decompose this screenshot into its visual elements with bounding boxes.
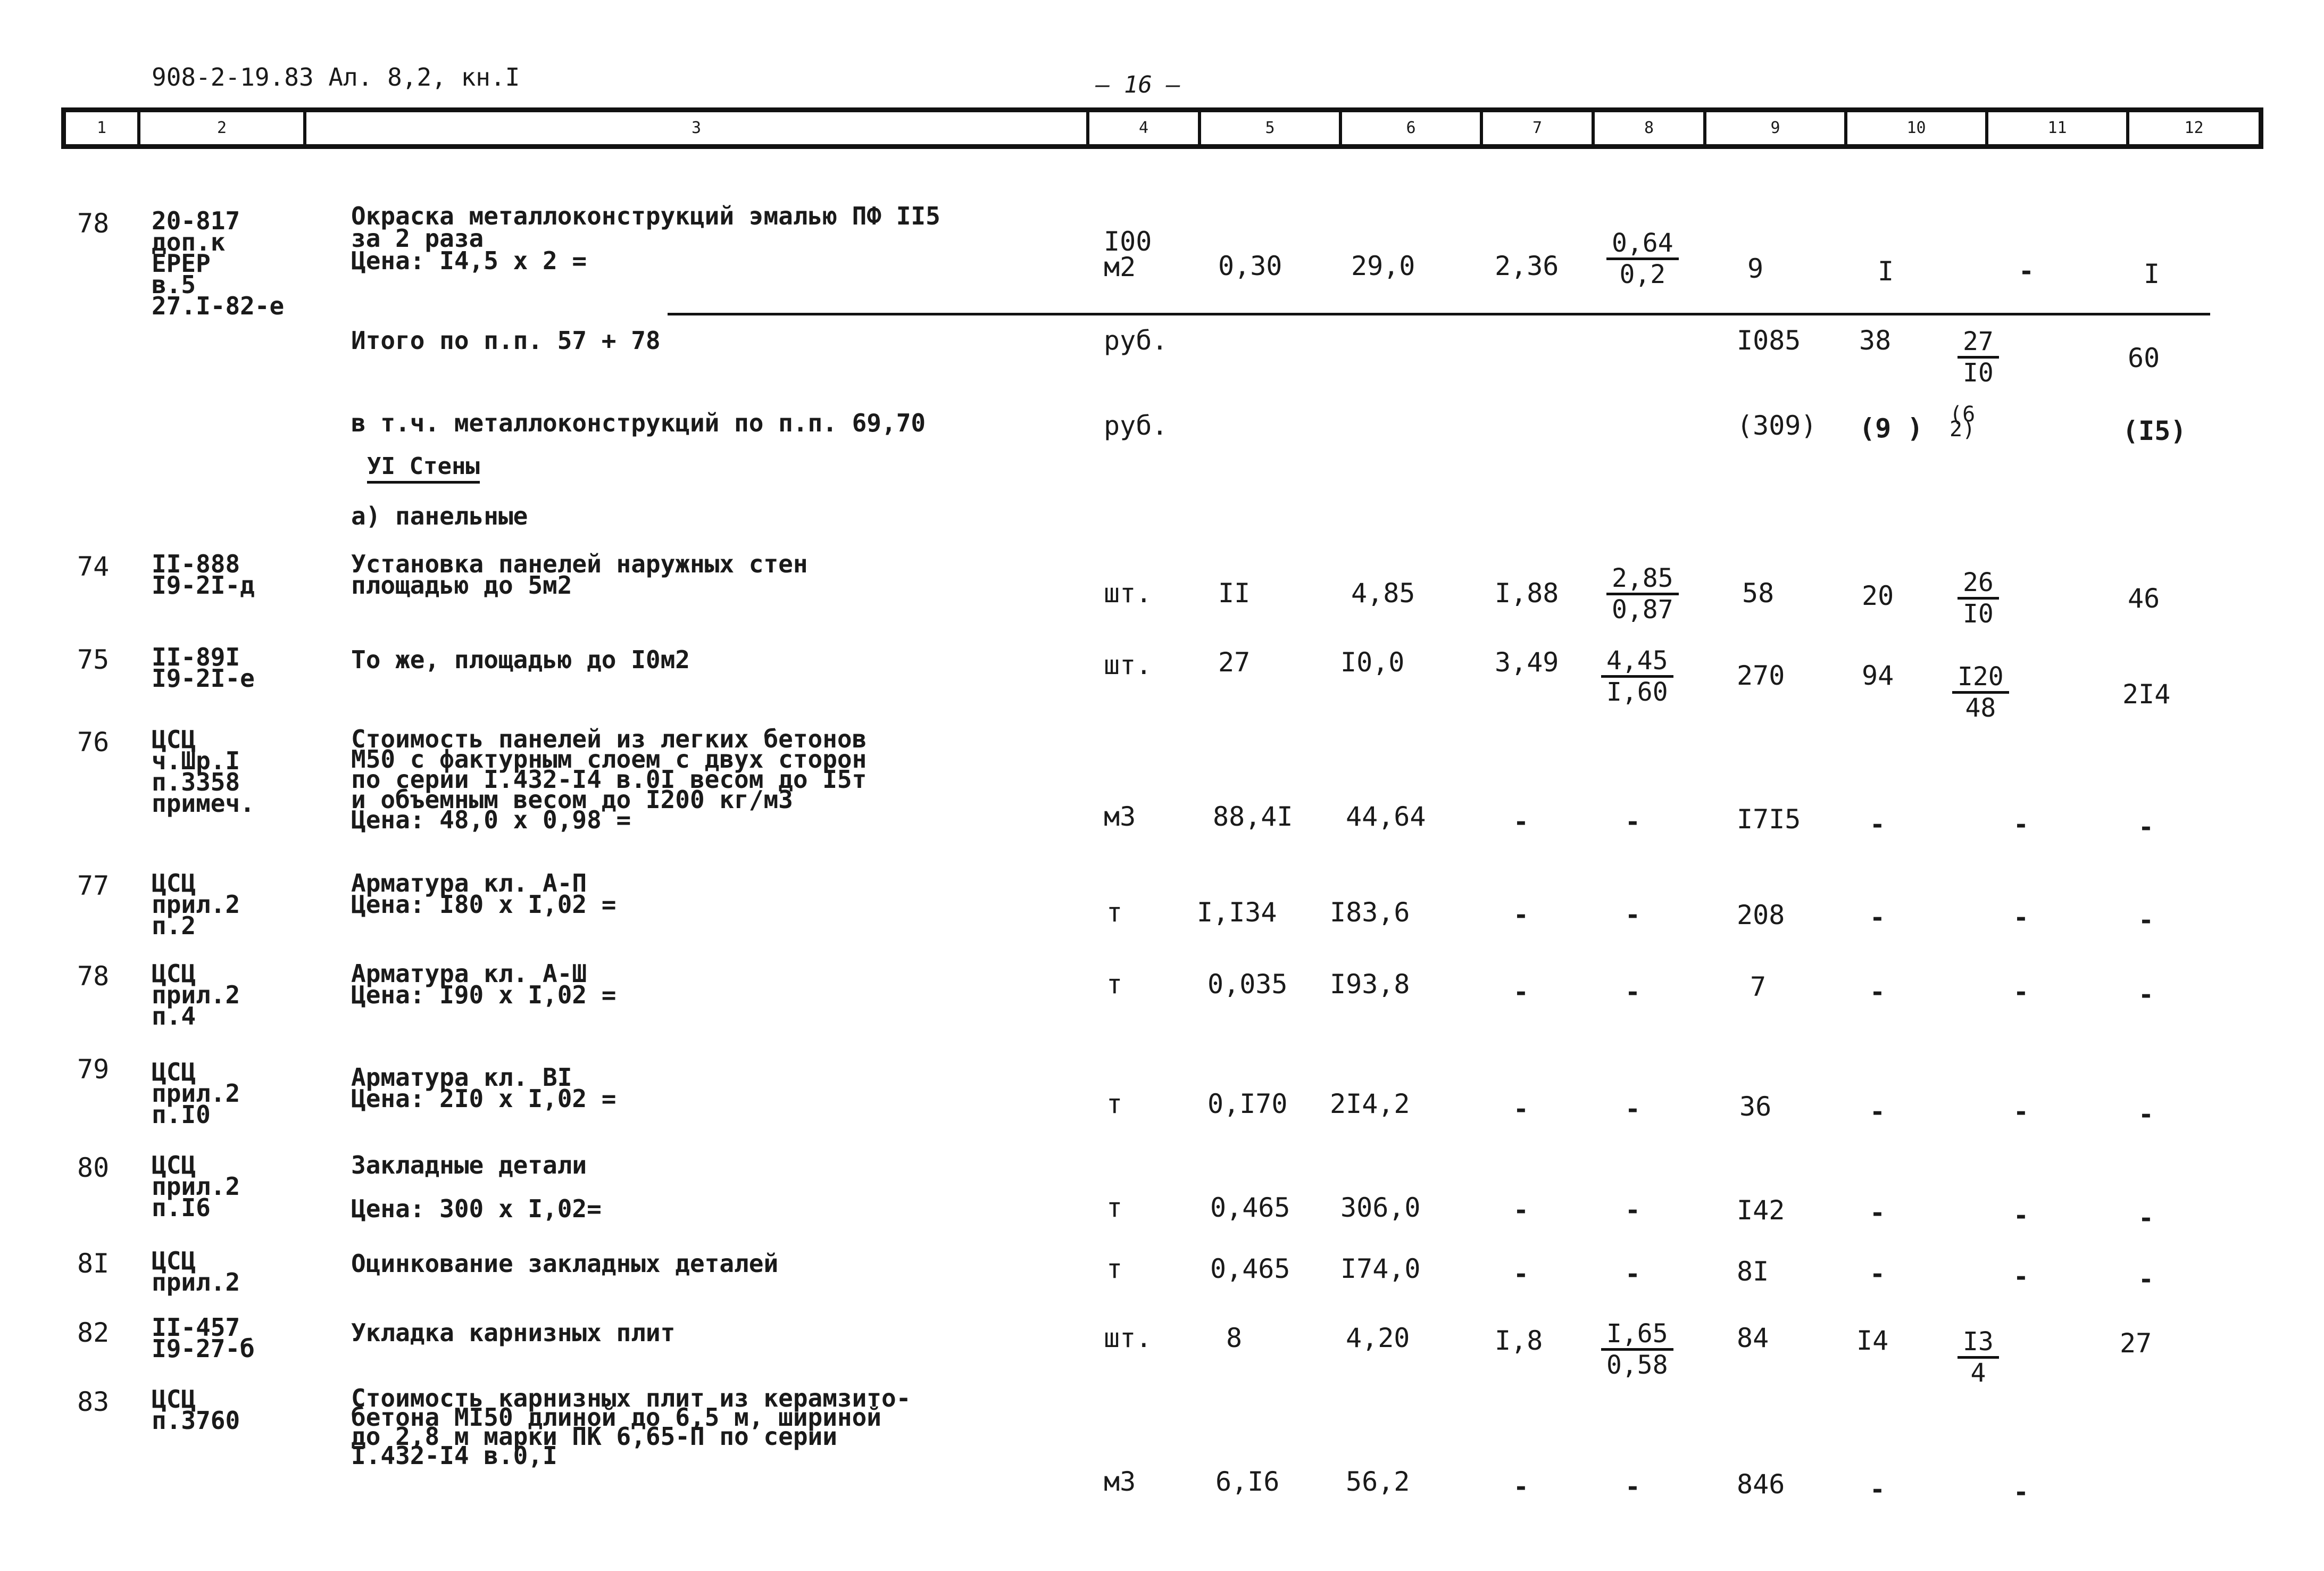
row-number: 83 [77, 1386, 110, 1417]
col-header-12: 12 [2184, 119, 2204, 137]
col-10-value: 20 [1862, 580, 1894, 611]
unit-price: I74,0 [1340, 1253, 1421, 1284]
totals-separator [668, 313, 2210, 315]
fraction-numerator: I3 [1958, 1327, 1999, 1359]
row-number: 76 [77, 727, 110, 758]
col-8-value: - [1625, 900, 1640, 930]
work-description: Закладные детали Цена: 300 х I,02= [351, 1151, 602, 1223]
quantity: 0,I70 [1207, 1088, 1288, 1119]
col-header-1: 1 [66, 112, 140, 144]
unit: т [1106, 1192, 1123, 1223]
norm-code: 20-817 доп.к ЕРЕР в.5 27.I-82-е [152, 206, 285, 320]
unit: шт. [1104, 578, 1152, 609]
col-10-value: - [1870, 1198, 1885, 1228]
col-9-value: I42 [1737, 1195, 1785, 1226]
fraction-numerator: I20 [1952, 662, 2009, 694]
norm-code: ЦСЦ прил.2 п.I0 [152, 1058, 240, 1129]
col-header-9: 9 [1706, 112, 1847, 144]
col-11-value: (6 2) [1950, 402, 1976, 442]
unit-price: 29,0 [1351, 251, 1415, 281]
col-10-value: - [1870, 810, 1885, 839]
fraction-numerator: 26 [1958, 568, 1999, 600]
quantity: 0,465 [1210, 1192, 1290, 1223]
col-9-value: 7 [1750, 971, 1767, 1002]
col-header-7: 7 [1483, 112, 1595, 144]
row-number: 74 [77, 551, 110, 582]
fraction-denominator: I0 [1963, 358, 1994, 388]
work-description: Оцинкование закладных деталей [351, 1249, 779, 1278]
col-8-fraction [1606, 564, 1679, 624]
fraction-denominator: 4 [1970, 1358, 1986, 1388]
col-10-value: - [1870, 903, 1885, 933]
norm-code: ЦСЦ прил.2 п.2 [152, 869, 240, 940]
col-12-value: - [2138, 1203, 2154, 1233]
quantity: 0,035 [1207, 969, 1288, 1000]
col-11-value: - [2013, 1201, 2029, 1231]
col-11-fraction [1958, 327, 1999, 387]
col-11-value: - [2013, 810, 2029, 839]
quantity: 27 [1218, 647, 1251, 678]
norm-code: ЦСЦ прил.2 п.I6 [152, 1151, 240, 1222]
col-11-value: - [2013, 1097, 2029, 1127]
fraction-denominator: I,60 [1606, 677, 1668, 707]
unit-price: 4,85 [1351, 578, 1415, 609]
unit-price: 306,0 [1340, 1192, 1421, 1223]
col-10-value: - [1870, 1259, 1885, 1289]
unit-price: 2I4,2 [1330, 1088, 1410, 1119]
row-number: 78 [77, 961, 110, 992]
col-8-fraction [1601, 646, 1673, 706]
col-10-value: 94 [1862, 660, 1894, 691]
page-number: — 16 — [1096, 71, 1180, 98]
col-7-value: I,8 [1495, 1325, 1543, 1356]
unit: руб. [1104, 410, 1168, 441]
col-7-value: - [1513, 1195, 1529, 1225]
quantity: 8 [1226, 1323, 1243, 1353]
col-header-11: 11 [1988, 112, 2129, 144]
row-number: 75 [77, 644, 110, 675]
quantity: 0,465 [1210, 1253, 1290, 1284]
col-7-value: - [1513, 1259, 1529, 1289]
col-11-value: - [2013, 977, 2029, 1007]
col-7-value: I,88 [1495, 578, 1559, 609]
col-10-value: I [1878, 256, 1894, 287]
fraction-denominator: 0,58 [1606, 1350, 1668, 1380]
col-12-value: - [2138, 905, 2154, 935]
col-9-value: 84 [1737, 1323, 1769, 1353]
col-12-value: 46 [2128, 583, 2160, 614]
quantity: 0,30 [1218, 251, 1282, 281]
col-7-value: 3,49 [1495, 647, 1559, 678]
col-8-value: - [1625, 977, 1640, 1007]
col-9-value: 9 [1747, 253, 1764, 284]
fraction-numerator: 0,64 [1606, 229, 1679, 260]
col-12-value: - [2138, 1100, 2154, 1129]
col-9-value: 270 [1737, 660, 1785, 691]
col-9-value: 208 [1737, 900, 1785, 930]
fraction-numerator: I,65 [1601, 1319, 1673, 1351]
work-description: Укладка карнизных плит [351, 1318, 676, 1347]
quantity: II [1218, 578, 1251, 609]
col-11-fraction [1952, 662, 2009, 722]
col-10-value: 38 [1859, 325, 1892, 356]
col-7-value: - [1513, 977, 1529, 1007]
col-header-3: 3 [306, 112, 1089, 144]
col-11-value: - [2013, 1262, 2029, 1292]
col-header-4: 4 [1089, 112, 1201, 144]
col-9-value: 8I [1737, 1256, 1769, 1287]
fraction-numerator: 2,85 [1606, 564, 1679, 595]
unit: шт. [1104, 650, 1152, 680]
col-9-value: 58 [1742, 578, 1775, 609]
section-heading: УI Стены [367, 453, 480, 484]
col-8-value: - [1625, 1472, 1640, 1502]
unit: I00 м2 [1104, 226, 1152, 282]
row-number: 79 [77, 1054, 110, 1085]
col-10-value: - [1870, 1097, 1885, 1127]
col-header-2: 2 [140, 112, 306, 144]
col-12-value: 2I4 [2122, 679, 2171, 710]
unit-price: I83,6 [1330, 897, 1410, 928]
col-9-value: (309) [1737, 410, 1817, 441]
col-11-value: - [2019, 256, 2034, 286]
fraction-denominator: 0,2 [1619, 260, 1666, 289]
col-8-value: - [1625, 1195, 1640, 1225]
col-10-value: - [1870, 1475, 1885, 1504]
col-10-value: I4 [1856, 1325, 1889, 1356]
unit-price: 44,64 [1346, 801, 1426, 832]
work-description: Итого по п.п. 57 + 78 [351, 326, 661, 355]
col-7-value: - [1513, 1472, 1529, 1502]
col-header-6: 6 [1342, 112, 1483, 144]
col-11-fraction [1958, 1327, 1999, 1387]
quantity: I,I34 [1197, 897, 1277, 928]
work-description: Стоимость карнизных плит из керамзито- бетона МI50 длиной до 6,5 м, шириной до 2,8 м марки ПК 6,65-П по серии I.432-I4 в.0,I [351, 1384, 911, 1470]
unit-price: 56,2 [1346, 1466, 1410, 1497]
unit: руб. [1104, 325, 1168, 356]
work-description: Окраска металлоконструкций эмалью ПФ II5 за 2 раза Цена: I4,5 х 2 = [351, 202, 940, 275]
row-number: 77 [77, 870, 110, 901]
row-number: 80 [77, 1152, 110, 1183]
unit-price: 4,20 [1346, 1323, 1410, 1353]
row-number: 78 [77, 208, 110, 239]
col-11-value: - [2013, 1477, 2029, 1507]
norm-code: II-457 I9-27-б [152, 1313, 255, 1363]
col-8-value: - [1625, 1259, 1640, 1289]
fraction-numerator: 27 [1958, 327, 1999, 359]
unit: т [1106, 1088, 1123, 1119]
unit: т [1106, 969, 1123, 1000]
work-description: Арматура кл. BI Цена: 2I0 х I,02 = [351, 1063, 617, 1113]
norm-code: ЦСЦ ч.Шр.I п.3358 примеч. [152, 725, 255, 818]
col-12-value: - [2138, 980, 2154, 1010]
norm-code: ЦСЦ прил.2 [152, 1246, 240, 1296]
work-description: Стоимость панелей из легких бетонов М50 с фактурным слоем с двух сторон по серии I.432-I4 в.0I весом до I5т и объемным весом до I200 кг/м3 Цена: 48,0 х 0,98 = [351, 725, 867, 834]
col-8-value: - [1625, 1094, 1640, 1124]
col-header-5: 5 [1201, 112, 1342, 144]
norm-code: ЦСЦ п.3760 [152, 1385, 240, 1435]
work-description: Установка панелей наружных стен площадью до 5м2 [351, 550, 808, 600]
col-header-8: 8 [1595, 112, 1706, 144]
col-10-value: - [1870, 977, 1885, 1007]
unit-price: I0,0 [1340, 647, 1405, 678]
row-number: 82 [77, 1317, 110, 1348]
unit: м3 [1104, 801, 1136, 832]
col-7-value: - [1513, 900, 1529, 930]
work-description: Арматура кл. А-Ш Цена: I90 х I,02 = [351, 959, 617, 1009]
col-8-fraction [1601, 1319, 1673, 1379]
row-number: 8I [77, 1248, 110, 1279]
col-8-value: - [1625, 807, 1640, 837]
norm-code: II-888 I9-2I-д [152, 550, 255, 600]
col-9-value: 36 [1739, 1091, 1772, 1122]
fraction-denominator: 0,87 [1612, 595, 1673, 625]
fraction-denominator: 48 [1965, 693, 1996, 723]
col-9-value: I7I5 [1737, 804, 1801, 835]
col-12-value: (I5) [2122, 415, 2187, 446]
col-11-value: - [2013, 903, 2029, 933]
col-header-10: 10 [1847, 112, 1988, 144]
col-7-value: - [1513, 807, 1529, 837]
col-12-value: I [2144, 259, 2160, 289]
quantity: 6,I6 [1215, 1466, 1280, 1497]
subsection-heading: а) панельные [351, 502, 528, 530]
unit: т [1106, 1253, 1123, 1284]
unit: т [1106, 897, 1123, 928]
unit-price: I93,8 [1330, 969, 1410, 1000]
work-description: То же, площадью до I0м2 [351, 645, 690, 674]
col-9-value: 846 [1737, 1469, 1785, 1500]
col-11-fraction [1958, 568, 1999, 628]
fraction-denominator: I0 [1963, 599, 1994, 629]
col-12-value: 60 [2128, 343, 2160, 373]
work-description: в т.ч. металлоконструкций по п.п. 69,70 [351, 409, 926, 437]
col-10-value: (9 ) [1859, 413, 1923, 444]
fraction-numerator: 4,45 [1601, 646, 1673, 678]
col-7-value: - [1513, 1094, 1529, 1124]
work-description: Арматура кл. А-П Цена: I80 х I,02 = [351, 869, 617, 919]
norm-code: II-89I I9-2I-е [152, 643, 255, 693]
doc-code: 908-2-19.83 Ал. 8,2, кн.I [152, 63, 520, 92]
col-12-value: - [2138, 1265, 2154, 1294]
col-8-fraction [1606, 229, 1679, 289]
unit: шт. [1104, 1323, 1152, 1353]
unit: м3 [1104, 1466, 1136, 1497]
column-header-row [61, 107, 2263, 149]
norm-code: ЦСЦ прил.2 п.4 [152, 959, 240, 1030]
col-12-value: - [2138, 812, 2154, 842]
col-9-value: I085 [1737, 325, 1801, 356]
col-7-value: 2,36 [1495, 251, 1559, 281]
col-12-value: 27 [2120, 1328, 2152, 1359]
quantity: 88,4I [1213, 801, 1293, 832]
